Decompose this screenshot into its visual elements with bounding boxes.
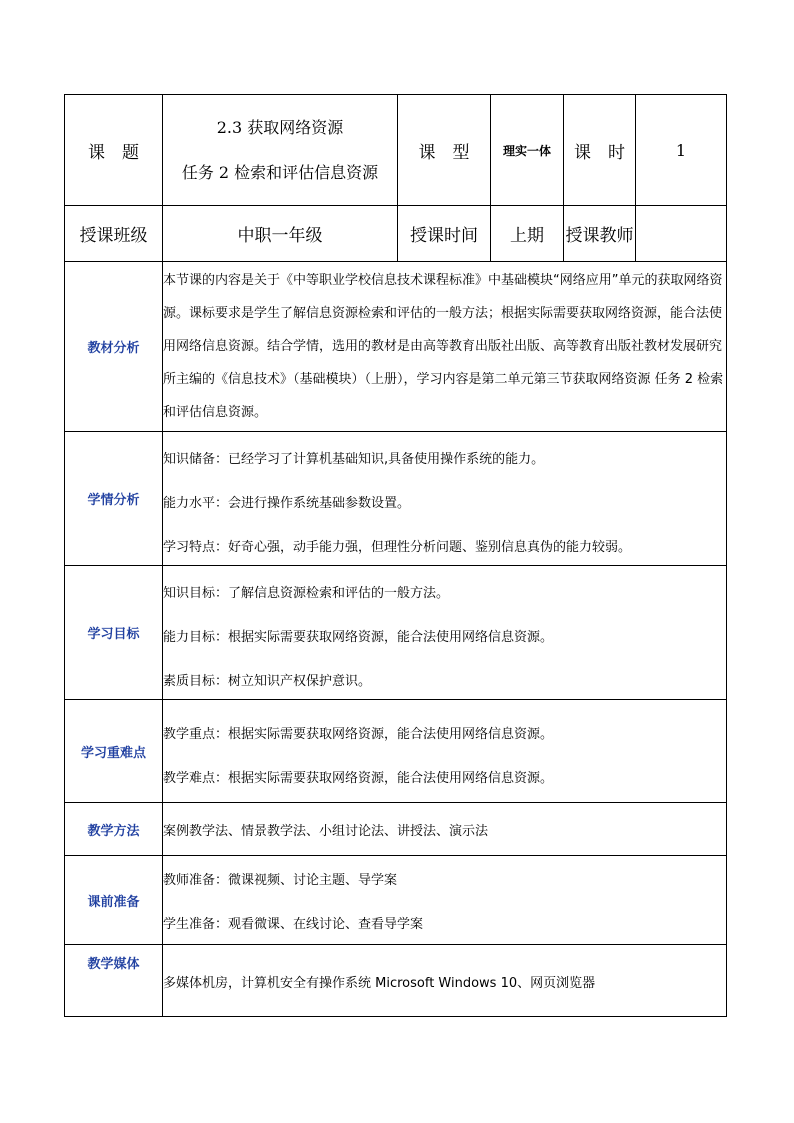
textbook-content <box>163 262 727 432</box>
learners-line: 学习特点：好奇心强，动手能力强，但理性分析问题、鉴别信息真伪的能力较弱。 <box>163 540 632 555</box>
preparation-line: 教师准备：微课视频、讨论主题、导学案 <box>163 873 398 888</box>
topic-label: 课 题 <box>65 95 163 206</box>
topic-title-line1: 2.3 获取网络资源 <box>216 117 344 137</box>
learners-content <box>163 432 727 566</box>
preparation-label: 课前准备 <box>65 856 163 945</box>
header-row-class <box>65 206 727 262</box>
type-value: 理实一体 <box>491 95 564 206</box>
section-objectives <box>65 566 727 700</box>
section-learners <box>65 432 727 566</box>
learners-line: 能力水平：会进行操作系统基础参数设置。 <box>163 496 411 511</box>
lesson-plan-table <box>64 94 727 1017</box>
section-preparation <box>65 856 727 945</box>
learners-label: 学情分析 <box>65 432 163 566</box>
section-media <box>65 945 727 1017</box>
objectives-line: 能力目标：根据实际需要获取网络资源，能合法使用网络信息资源。 <box>163 630 554 645</box>
media-content <box>163 945 727 1017</box>
section-key-points <box>65 700 727 803</box>
methods-text: 案例教学法、情景教学法、小组讨论法、讲授法、演示法 <box>163 823 489 839</box>
hours-value: 1 <box>636 95 727 206</box>
teacher-label: 授课教师 <box>564 206 636 262</box>
teacher-value <box>636 206 727 262</box>
objectives-line: 素质目标：树立知识产权保护意识。 <box>163 674 372 689</box>
hours-label: 课 时 <box>564 95 636 206</box>
section-methods <box>65 803 727 856</box>
textbook-text: 本节课的内容是关于《中等职业学校信息技术课程标准》中基础模块“网络应用”单元的获取网络资源。课标要求是学生了解信息资源检索和评估的一般方法；根据实际需要获取网络资源，能合法使用网络信息资源。结合学情，选用的教材是由高等教育出版社出版、高等教育出版社教材发展研究所主编的《信息技术》（基础模块）（上册），学习内容是第二单元第三节获取网络资源 任务 2 检索和评估信息资源。 <box>163 272 724 420</box>
key-points-content <box>163 700 727 803</box>
objectives-label: 学习目标 <box>65 566 163 700</box>
topic-title-line2: 任务 2 检索和评估信息资源 <box>181 162 379 182</box>
section-textbook <box>65 262 727 432</box>
textbook-label: 教材分析 <box>65 262 163 432</box>
methods-content <box>163 803 727 856</box>
class-value: 中职一年级 <box>163 206 398 262</box>
time-label: 授课时间 <box>398 206 491 262</box>
learners-line: 知识储备：已经学习了计算机基础知识,具备使用操作系统的能力。 <box>163 452 545 467</box>
class-label: 授课班级 <box>65 206 163 262</box>
objectives-line: 知识目标：了解信息资源检索和评估的一般方法。 <box>163 586 450 601</box>
header-row-topic <box>65 95 727 206</box>
objectives-content <box>163 566 727 700</box>
preparation-content <box>163 856 727 945</box>
methods-label: 教学方法 <box>65 803 163 856</box>
media-label: 教学媒体 <box>65 945 163 1017</box>
key-points-line: 教学重点：根据实际需要获取网络资源，能合法使用网络信息资源。 <box>163 726 554 742</box>
key-points-line: 教学难点：根据实际需要获取网络资源，能合法使用网络信息资源。 <box>163 770 554 786</box>
key-points-label: 学习重难点 <box>65 700 163 803</box>
type-label: 课 型 <box>398 95 491 206</box>
media-text: 多媒体机房，计算机安全有操作系统 Microsoft Windows 10、网页浏览器 <box>163 976 596 991</box>
time-value: 上期 <box>491 206 564 262</box>
preparation-line: 学生准备：观看微课、在线讨论、查看导学案 <box>163 917 424 932</box>
topic-title <box>163 95 398 206</box>
